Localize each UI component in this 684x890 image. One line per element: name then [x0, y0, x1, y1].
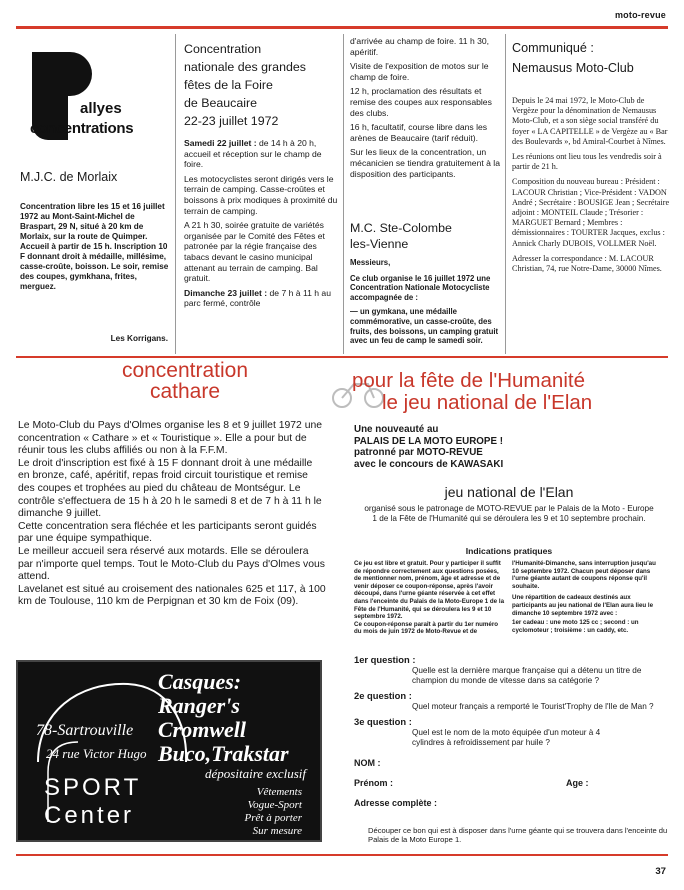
col3-body-bottom	[350, 258, 502, 346]
page-number: 37	[655, 866, 666, 877]
col2-p1-label: Samedi 22 juillet :	[184, 138, 257, 148]
ad-center-logo: Center	[44, 802, 135, 829]
ad-sport-logo: SPORT	[44, 774, 142, 801]
col4-title	[512, 38, 672, 78]
column-divider	[175, 34, 176, 354]
col3-messieurs: Messieurs,	[350, 258, 391, 267]
col3-title	[350, 220, 502, 252]
elan-title	[352, 370, 672, 414]
col1-text: Concentration libre les 15 et 16 juillet 1972 au Mont-Saint-Michel de Braspart, 29 N, situé à 20 km de Morlaix, sur la route de Quimper. Accueil à partir de 15 h. Inscription 10 F donnant droit à médaille, millésime, casse-croûte, boisson. Le soir, remise des coupes, gymkhana, frites, merguez.	[20, 202, 169, 291]
col4-title-line: Nemausus Moto-Club	[512, 61, 634, 75]
ad-title-line: Ranger's	[158, 693, 240, 718]
column-divider	[343, 34, 344, 354]
col4-paragraph: Depuis le 24 mai 1972, le Moto-Club de Vergèze pour la dénomination de Nemausus Moto-Club, et a son siège social transféré du foyer « LA CAPITELLE » de Vergèze au « Bar des Boulevards », bd Amiral-Courbet à Nîmes.	[512, 96, 668, 146]
question-1-text: Quelle est la dernière marque française qui a détenu un titre de champion du monde de vitesse dans sa catégorie ?	[412, 666, 642, 685]
col2-title-line: fêtes de la Foire	[184, 78, 273, 92]
cathare-paragraph: Le droit d'inscription est fixé à 15 F donnant droit à une médaille en bronze, café, apéritif, repas froid circuit touristique et remise des coupes et trophées au pied du château de Montségur. Le contrôle s'effectuera de 15 h à 20 h le samedi 8 et de 7 h à 11 h le dimanche 9 juillet.	[18, 457, 322, 520]
question-1-label: 1er question :	[354, 654, 416, 665]
col2-paragraph: A 21 h 30, soirée gratuite de variétés organisée par le Comité des Fêtes et patronée par la régie française des tabacs devant le casino municipal attenant au terrain de camping. Bal gratuit.	[184, 220, 325, 284]
logo-line-1: allyes	[80, 100, 122, 117]
question-3-text: Quel est le nom de la moto équipée d'un moteur à 4 cylindres à refroidissement par huile ?	[412, 728, 601, 747]
practical-paragraph: Une répartition de cadeaux destinés aux participants au jeu national de l'Elan aura lieu le dimanche 10 septembre 1972 avec :	[512, 594, 654, 617]
col2-title-line: de Beaucaire	[184, 96, 258, 110]
ad-title	[158, 670, 308, 766]
col2-body	[184, 138, 340, 313]
coupon-footer-text: Découper ce bon qui est à disposer dans l'urne géante qui se trouvera dans l'enceinte du Palais de la Moto Europe 1.	[368, 826, 668, 845]
cathare-paragraph: Le Moto-Club du Pays d'Olmes organise les 8 et 9 juillet 1972 une concentration « Cathare » et « Touristique ». Elle a pour but de réunir tous les clubs affiliés ou non à la F.F.M.	[18, 420, 323, 457]
ad-title-line: Cromwell	[158, 717, 247, 742]
cathare-title	[100, 360, 270, 402]
col4-body	[512, 96, 670, 274]
col3-body-top	[350, 36, 502, 183]
ad-title-line: Casques:	[158, 669, 242, 694]
top-rule	[16, 26, 668, 29]
col2-p1-text: de 14 h à 20 h, accueil et réception sur le champ de foire.	[184, 138, 322, 170]
helmet-advertisement	[16, 660, 322, 842]
col4-title-line: Communiqué :	[512, 41, 594, 55]
elan-intro-line: avec le concours de KAWASAKI	[354, 458, 504, 470]
col2-p4-label: Dimanche 23 juillet :	[184, 287, 268, 298]
ad-item: Prêt à porter	[244, 812, 302, 824]
bottom-rule	[16, 854, 668, 856]
practical-paragraph: Ce coupon-réponse paraît à partir du 1er numéro du mois de juin 1972 de Moto-Revue et de	[354, 620, 499, 636]
rallyes-logo	[22, 44, 162, 144]
col2-paragraph: Les motocyclistes seront dirigés vers le terrain de camping. Casse-croûtes et boissons à prix modiques à proximité du terrain de camping.	[184, 173, 338, 216]
logo-line-2: concentrations	[30, 120, 134, 137]
ad-item: Vogue-Sport	[247, 799, 302, 811]
ad-city: 78-Sartrouville	[36, 722, 134, 739]
question-2-label: 2e question :	[354, 690, 412, 701]
col2-title-line: Concentration	[184, 42, 262, 56]
elan-subtitle: jeu national de l'Elan	[444, 484, 574, 500]
elan-intro-line: PALAIS DE LA MOTO EUROPE !	[354, 435, 503, 447]
practical-title: Indications pratiques	[465, 546, 553, 556]
col3-paragraph: 12 h, proclamation des résultats et remise des coupes aux responsables des clubs.	[350, 86, 492, 118]
elan-title-line: pour la fête de l'Humanité	[352, 369, 585, 392]
ad-exclusive: dépositaire exclusif	[205, 766, 306, 781]
col2-title-line: 22-23 juillet 1972	[184, 114, 279, 128]
magazine-name: moto-revue	[614, 10, 666, 20]
col3-paragraph: Sur les lieux de la concentration, un mécanicien se tiendra gratuitement à la disposition des participants.	[350, 147, 500, 179]
col2-paragraph	[184, 138, 340, 170]
col2-title	[184, 40, 340, 130]
middle-rule	[16, 356, 668, 358]
question-3-label: 3e question :	[354, 716, 412, 727]
col2-title-line: nationale des grandes	[184, 60, 306, 74]
elan-desc: organisé sous le patronage de MOTO-REVUE par le Palais de la Moto - Europe 1 de la Fête de l'Humanité qui se déroulera les 9 et 10 septembre prochain.	[364, 504, 654, 523]
name-field-label: NOM :	[354, 758, 381, 768]
elan-intro	[354, 424, 664, 470]
col4-paragraph: Composition du nouveau bureau : Président : LACOUR Christian ; Vice-Président : VADON André ; Secrétaire : BOUSIGE Jean ; Secrétaire adjoint : MONTEIL Claude ; Trésorier : MARGUET Bernard ; Membres : démissionnaires : TOURTER Jacques, exclus : Annick Charly DUBOIS, VOLLMER Noël.	[512, 177, 670, 248]
elan-intro-line: patronné par MOTO-REVUE	[354, 447, 483, 459]
age-field-label: Age :	[566, 778, 589, 788]
col3-paragraph: — un gymkana, une médaille commémorative, un casse-croûte, des fruits, des boissons, un camping gratuit avec un feu de camp le samedi soir.	[350, 307, 499, 346]
cathare-title-line: cathare	[149, 380, 221, 403]
elan-intro-line: Une nouveauté au	[354, 424, 439, 435]
col3-paragraph: Visite de l'exposition de motos sur le champ de foire.	[350, 61, 489, 82]
practical-right	[512, 560, 664, 634]
practical-paragraph: 1er cadeau : une moto 125 cc ; second : un cyclomoteur ; troisième : un caddy, etc.	[512, 619, 639, 634]
col4-paragraph: Les réunions ont lieu tous les vendredis soir à partir de 21 h.	[512, 152, 662, 172]
practical-left	[354, 560, 504, 636]
column-divider	[505, 34, 506, 354]
practical-paragraph: Ce jeu est libre et gratuit. Pour y participer il suffit de répondre correctement aux questions posées, de mentionner nom, prénom, âge et adresse et de venir déposer ce coupon-réponse, après l'avoir découpé, dans l'urne géante réservée à cet effet dans l'enceinte du Palais de la Moto-Europe 1 de la Fête de l'Humanité, qui se déroulera les 9 et 10 septembre 1972.	[354, 560, 505, 621]
cathare-paragraph: Lavelanet est situé au croisement des nationales 625 et 117, à 100 km de Toulouse, 110 km de Perpignan et 30 km de Foix (09).	[18, 583, 326, 608]
ad-street: 24 rue Victor Hugo	[46, 746, 147, 761]
col2-p4-text: de 7 h à 11 h au parc fermé, contrôle	[184, 287, 331, 309]
col3-paragraph: Ce club organise le 16 juillet 1972 une Concentration Nationale Motocycliste accompagnée de :	[350, 273, 491, 302]
col3-paragraph: d'arrivée au champ de foire. 11 h 30, apéritif.	[350, 36, 490, 57]
col3-paragraph: 16 h, facultatif, course libre dans les arènes de Beaucaire (tarif réduit).	[350, 122, 488, 143]
col3-title-line: les-Vienne	[350, 237, 409, 251]
ad-title-line: Buco,Trakstar	[158, 741, 289, 766]
col3-title-line: M.C. Ste-Colombe	[350, 221, 452, 235]
question-2-text: Quel moteur français a remporté le Tourist'Trophy de l'Ile de Man ?	[412, 702, 654, 711]
cathare-body	[18, 420, 326, 609]
ad-items	[245, 786, 302, 838]
cathare-title-line: concentration	[121, 359, 249, 382]
ad-item: Sur mesure	[252, 825, 302, 837]
ad-item: Vêtements	[256, 786, 302, 798]
practical-paragraph: l'Humanité-Dimanche, sans interruption jusqu'au 10 septembre 1972. Chacun peut déposer dans l'urne géante autant de coupons réponse qu'il souhaite.	[512, 560, 656, 590]
col1-title: M.J.C. de Morlaix	[20, 170, 118, 184]
cathare-paragraph: Le meilleur accueil sera réservé aux motards. Elle se déroulera par n'importe quel temps. Tout le Moto-Club du Pays d'Olmes vous attend.	[18, 545, 325, 583]
first-name-field-label: Prénom :	[354, 778, 394, 788]
cathare-paragraph: Cette concentration sera fléchée et les participants seront guidés par une équipe sympathique.	[18, 520, 317, 545]
col4-paragraph: Adresser la correspondance : M. LACOUR Christian, 74, rue Notre-Dame, 30000 Nîmes.	[512, 253, 662, 274]
col2-paragraph	[184, 288, 340, 309]
address-field-label: Adresse complète :	[354, 798, 438, 808]
col1-signature: Les Korrigans.	[110, 334, 168, 343]
elan-title-line: le jeu national de l'Elan	[382, 391, 593, 414]
